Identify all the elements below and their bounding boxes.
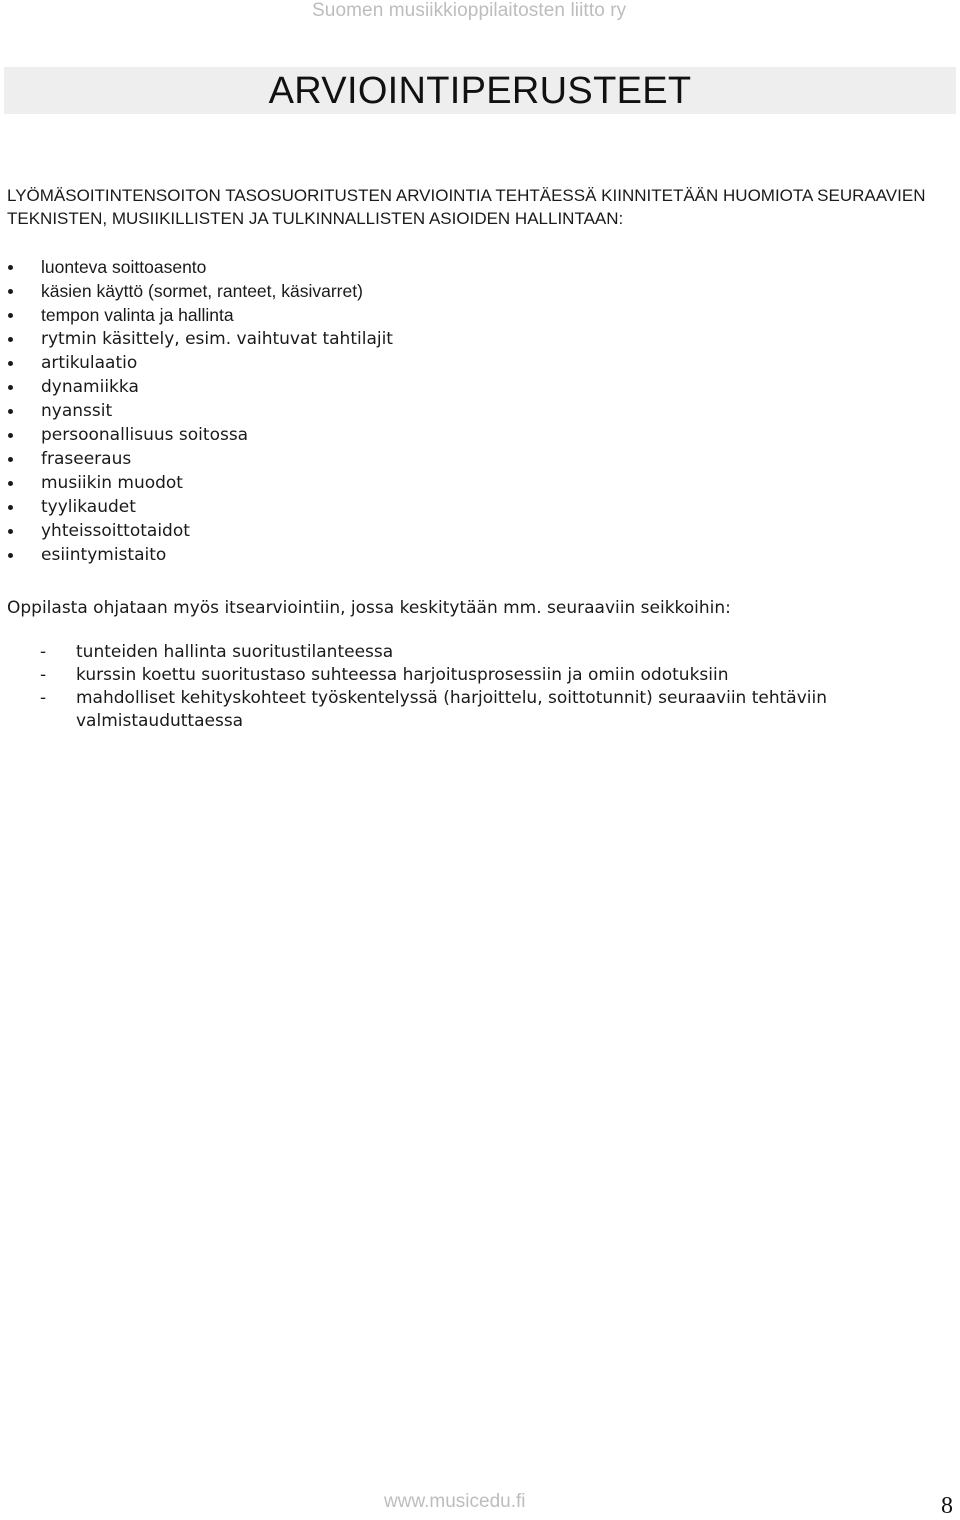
bullet-icon	[8, 289, 13, 294]
list-item	[0, 641, 900, 664]
list-item-text: tunteiden hallinta suoritustilanteessa	[76, 642, 394, 662]
page-title: ARVIOINTIPERUSTEET	[268, 70, 692, 112]
list-item-text: persoonallisuus soitossa	[41, 425, 249, 445]
list-item	[0, 280, 393, 304]
list-item-text: käsien käyttö (sormet, ranteet, käsivarret)	[41, 281, 363, 301]
list-item	[0, 664, 900, 687]
list-item	[0, 496, 393, 520]
bullet-icon	[8, 433, 13, 438]
dash-marker: -	[40, 642, 47, 662]
bullet-icon	[8, 337, 13, 342]
bullet-icon	[8, 481, 13, 486]
bullet-icon	[8, 553, 13, 558]
footer-url: www.musicedu.fi	[384, 1491, 526, 1512]
list-item-text: nyanssit	[41, 401, 113, 421]
list-item-text: esiintymistaito	[41, 545, 167, 565]
list-item	[0, 376, 393, 400]
list-item-text: dynamiikka	[41, 377, 139, 397]
list-item	[0, 544, 393, 568]
list-item-text: kurssin koettu suoritustaso suhteessa harjoitusprosessiin ja omiin odotuksiin	[76, 665, 729, 685]
list-item-text: rytmin käsittely, esim. vaihtuvat tahtilajit	[41, 329, 393, 349]
list-item	[0, 328, 393, 352]
list-item	[0, 448, 393, 472]
bullet-icon	[8, 505, 13, 510]
self-assessment-intro: Oppilasta ohjataan myös itsearviointiin, jossa keskitytään mm. seuraaviin seikkoihin:	[7, 598, 731, 618]
list-item-text: tempon valinta ja hallinta	[41, 305, 234, 325]
list-item-text: artikulaatio	[41, 353, 138, 373]
bullet-icon	[8, 265, 13, 270]
list-item	[0, 472, 393, 496]
page-number: 8	[941, 1493, 953, 1519]
bullet-icon	[8, 529, 13, 534]
list-item	[0, 256, 393, 280]
organization-header: Suomen musiikkioppilaitosten liitto ry	[312, 0, 627, 21]
dash-marker: -	[40, 688, 47, 708]
intro-text: LYÖMÄSOITINTENSOITON TASOSUORITUSTEN ARVIOINTIA TEHTÄESSÄ KIINNITETÄÄN HUOMIOTA SEURAAVIEN TEKNISTEN, MUSIIKILLISTEN JA TULKINNALLISTEN ASIOIDEN HALLINTAAN:	[7, 186, 926, 228]
list-item-text: fraseeraus	[41, 449, 132, 469]
bullet-icon	[8, 385, 13, 390]
dash-marker: -	[40, 665, 47, 685]
bullet-icon	[8, 409, 13, 414]
bullet-icon	[8, 457, 13, 462]
list-item-text: tyylikaudet	[41, 497, 136, 517]
list-item-text: luonteva soittoasento	[41, 257, 207, 277]
list-item	[0, 400, 393, 424]
list-item-text: musiikin muodot	[41, 473, 183, 493]
list-item	[0, 352, 393, 376]
self-assessment-list	[0, 641, 900, 733]
list-item	[0, 424, 393, 448]
list-item-text: mahdolliset kehityskohteet työskentelyssä (harjoittelu, soittotunnit) seuraaviin tehtäviin valmistauduttaessa	[76, 688, 827, 731]
list-item	[0, 520, 393, 544]
list-item	[0, 687, 900, 733]
criteria-list	[0, 256, 393, 568]
bullet-icon	[8, 313, 13, 318]
list-item	[0, 304, 393, 328]
list-item-text: yhteissoittotaidot	[41, 521, 190, 541]
bullet-icon	[8, 361, 13, 366]
